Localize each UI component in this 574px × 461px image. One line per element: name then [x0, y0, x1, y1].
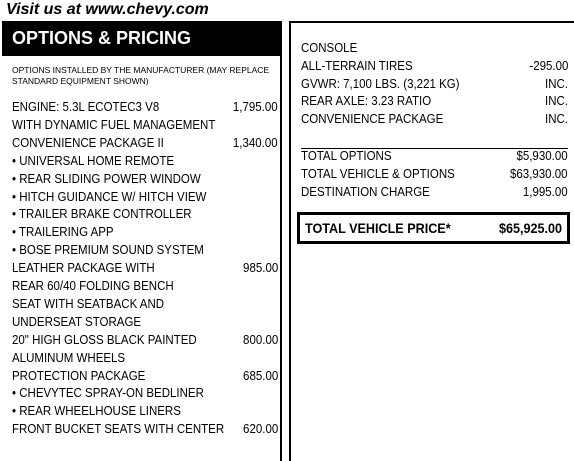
option-line-text: • REAR SLIDING POWER WINDOW [12, 171, 201, 186]
website-banner: Visit us at www.chevy.com [6, 1, 209, 18]
option-line-text: • TRAILERING APP [12, 225, 114, 240]
option-line-price: 800.00 [242, 332, 278, 347]
option-line-text: 20" HIGH GLOSS BLACK PAINTED [12, 332, 197, 347]
total-line-row [301, 147, 568, 165]
total-line-row [301, 165, 568, 183]
summary-line-row [301, 110, 568, 128]
option-line-text: UNDERSEAT STORAGE [12, 314, 142, 329]
option-line-text: • BOSE PREMIUM SOUND SYSTEM [12, 243, 204, 258]
option-line-text: • REAR WHEELHOUSE LINERS [12, 404, 181, 419]
options-note: OPTIONS INSTALLED BY THE MANUFACTURER (MAY REPLACE STANDARD EQUIPMENT SHOWN) [12, 65, 270, 86]
total-vehicle-price-label: TOTAL VEHICLE PRICE* [305, 220, 451, 236]
total-line-label: TOTAL VEHICLE & OPTIONS [301, 166, 455, 181]
total-line-label: DESTINATION CHARGE [301, 184, 430, 199]
summary-line-row [301, 57, 568, 75]
options-pricing-panel [2, 21, 282, 461]
summary-line-value: INC. [545, 112, 568, 127]
option-line-text: LEATHER PACKAGE WITH [12, 261, 155, 276]
summary-line-label: GVWR: 7,100 LBS. (3,221 KG) [301, 76, 460, 91]
summary-line-row [301, 39, 568, 57]
pricing-summary-panel [289, 21, 574, 461]
option-line-price: 985.00 [242, 261, 278, 276]
summary-line-row [301, 75, 568, 93]
summary-line-label: CONSOLE [301, 41, 358, 55]
option-line-text: ENGINE: 5.3L ECOTEC3 V8 [12, 100, 160, 114]
total-line-row [301, 183, 568, 201]
option-line-text: FRONT BUCKET SEATS WITH CENTER [12, 422, 225, 437]
total-line-value: $5,930.00 [516, 149, 568, 163]
option-line-price: 1,795.00 [233, 100, 278, 114]
option-line-price: 620.00 [242, 422, 278, 437]
option-line-price: 1,340.00 [233, 135, 278, 150]
option-line-text: SEAT WITH SEATBACK AND [12, 296, 165, 311]
option-line-text: PROTECTION PACKAGE [12, 368, 146, 383]
summary-line-label: ALL-TERRAIN TIRES [301, 58, 413, 73]
summary-line-value: -295.00 [528, 58, 568, 73]
option-line-text: CONVENIENCE PACKAGE II [12, 135, 164, 150]
total-line-value: $63,930.00 [510, 166, 568, 181]
option-line-text: • HITCH GUIDANCE W/ HITCH VIEW [12, 189, 207, 204]
summary-line-label: REAR AXLE: 3.23 RATIO [301, 94, 432, 109]
option-line-text: ALUMINUM WHEELS [12, 350, 126, 365]
total-line-value: 1,995.00 [523, 184, 568, 199]
total-line-label: TOTAL OPTIONS [301, 149, 392, 163]
option-line-text: • CHEVYTEC SPRAY-ON BEDLINER [12, 386, 204, 401]
summary-line-value: INC. [545, 76, 568, 91]
options-pricing-header: OPTIONS & PRICING [2, 21, 282, 56]
option-line-text: • TRAILER BRAKE CONTROLLER [12, 207, 192, 222]
summary-line-label: CONVENIENCE PACKAGE [301, 112, 444, 127]
total-vehicle-price-box [297, 212, 570, 244]
summary-line-value: INC. [545, 94, 568, 109]
option-line-text: WITH DYNAMIC FUEL MANAGEMENT [12, 117, 216, 132]
summary-line-row [301, 92, 568, 110]
option-line-text: • UNIVERSAL HOME REMOTE [12, 153, 175, 168]
option-line-price: 685.00 [242, 368, 278, 383]
option-line-text: REAR 60/40 FOLDING BENCH [12, 279, 174, 293]
total-vehicle-price-value: $65,925.00 [498, 220, 562, 236]
